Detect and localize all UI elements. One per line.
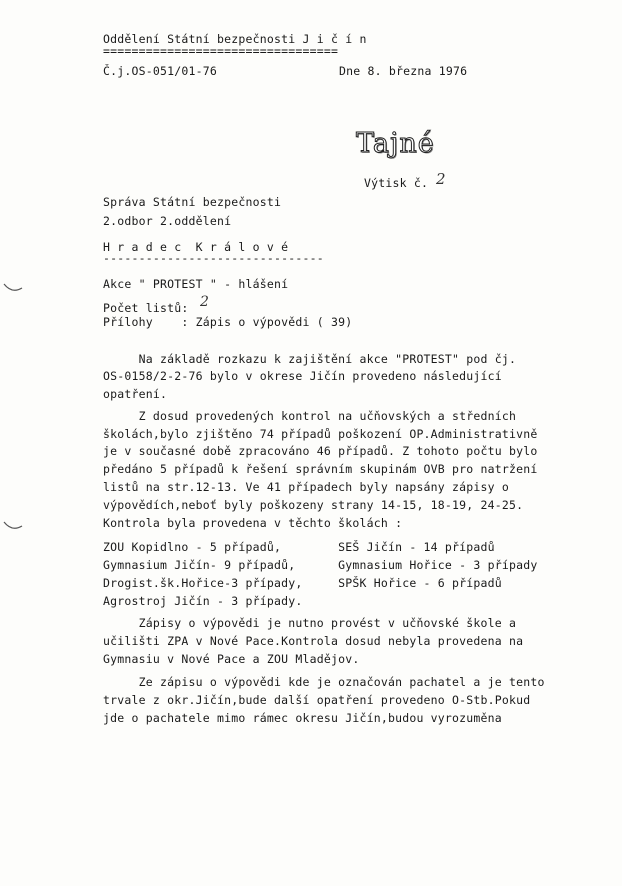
body-line: Gymnasium Jičín- 9 případů, Gymnasium Hořice - 3 případy	[103, 558, 538, 572]
recipient-city-underline: -------------------------------	[103, 251, 324, 265]
department-name: Oddělení Státní bezpečnosti J i č í n	[103, 32, 367, 46]
pages-label: Počet listů:	[103, 301, 189, 315]
recipient-city: H r a d e c K r á l o v é	[103, 240, 289, 254]
body-line: učilišti ZPA v Nové Pace.Kontrola dosud nebyla provedena na	[103, 634, 524, 648]
document-date: Dne 8. března 1976	[339, 64, 468, 78]
department-underline: =================================	[103, 44, 339, 58]
punch-mark-upper	[2, 282, 24, 296]
copy-label: Výtisk č.	[364, 176, 429, 190]
body-line: OS-0158/2-2-76 bylo v okrese Jičín provedeno následující	[103, 369, 502, 383]
body-line: Kontrola byla provedena v těchto školách :	[103, 516, 403, 530]
body-line: listů na str.12-13. Ve 41 případech byly napsány zápisy o	[103, 480, 510, 494]
punch-mark-lower	[2, 520, 24, 534]
body-line: školách,bylo zjištěno 74 případů poškození OP.Administrativně	[103, 427, 538, 441]
body-line: jde o pachatele mimo rámec okresu Jičín,budou vyrozuměna	[103, 711, 502, 725]
body-line: Na základě rozkazu k zajištění akce "PROTEST" pod čj.	[103, 352, 517, 366]
copy-number-handwritten: 2	[436, 170, 446, 188]
recipient-line1: Správa Státní bezpečnosti	[103, 195, 282, 209]
body-line: Zápisy o výpovědi je nutno provést v učňovské škole a	[103, 616, 517, 630]
body-line: trvale z okr.Jičín,bude další opatření provedeno O-Stb.Pokud	[103, 693, 531, 707]
body-line: opatření.	[103, 387, 168, 401]
body-line: Agrostroj Jičín - 3 případy.	[103, 594, 303, 608]
classification-stamp: Tajné	[356, 128, 435, 159]
pages-value-handwritten: 2	[200, 294, 209, 310]
recipient-line2: 2.odbor 2.oddělení	[103, 214, 232, 228]
body-line: Gymnasiu v Nové Pace a ZOU Mladějov.	[103, 652, 360, 666]
subject-action: Akce " PROTEST " - hlášení	[103, 277, 289, 291]
body-line: Z dosud provedených kontrol na učňovských a středních	[103, 409, 517, 423]
body-line: výpovědích,neboť byly poškozeny strany 14-15, 18-19, 24-25.	[103, 498, 524, 512]
attachments-line: Přílohy : Zápis o výpovědi ( 39)	[103, 315, 353, 329]
body-line: ZOU Kopidlno - 5 případů, SEŠ Jičín - 14 případů	[103, 540, 495, 554]
reference-number: Č.j.OS-051/01-76	[103, 64, 217, 78]
body-line: Ze zápisu o výpovědi kde je označován pachatel a je tento	[103, 675, 545, 689]
body-line: je v současné době zpracováno 46 případů. Z tohoto počtu bylo	[103, 444, 538, 458]
body-line: předáno 5 případů k řešení správním skupinám OVB pro natržení	[103, 462, 538, 476]
body-line: Drogist.šk.Hořice-3 případy, SPŠK Hořice - 6 případů	[103, 576, 502, 590]
